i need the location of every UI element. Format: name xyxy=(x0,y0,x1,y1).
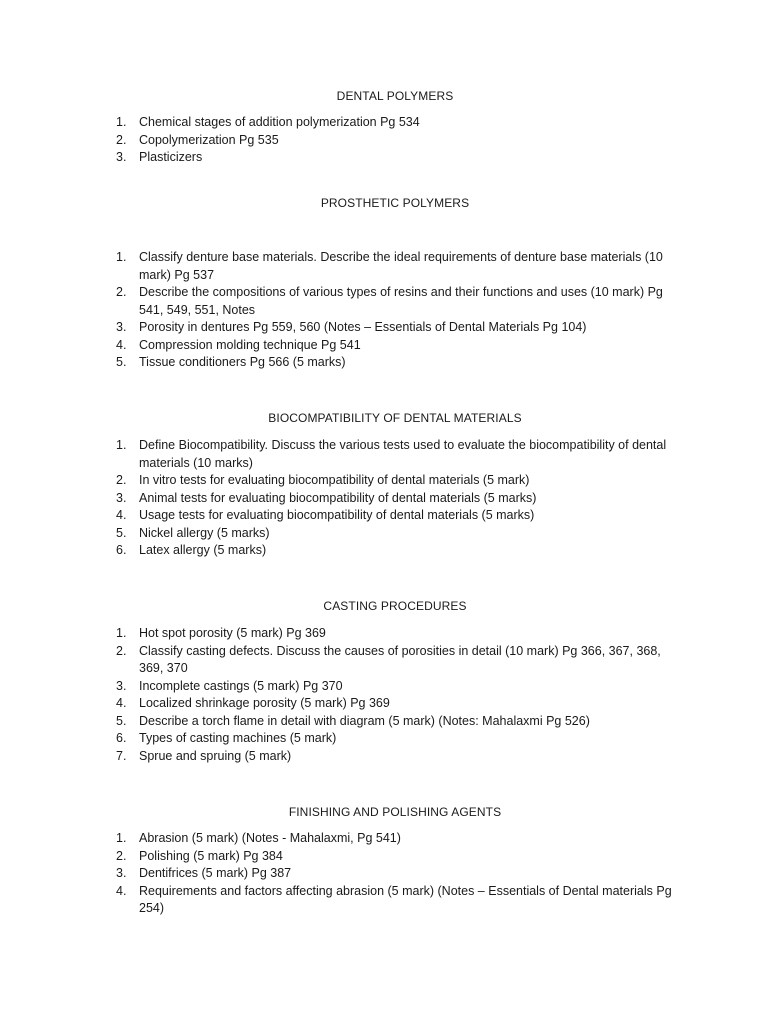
list-item xyxy=(0,249,768,284)
list-item xyxy=(0,132,768,150)
item-number: 2. xyxy=(116,473,127,487)
item-text: Describe the compositions of various types of resins and their functions and uses (10 mark) Pg 541, 549, 551, Notes xyxy=(139,285,663,317)
list-item xyxy=(0,713,768,731)
item-text: Types of casting machines (5 mark) xyxy=(139,731,337,745)
item-number: 5. xyxy=(116,355,127,369)
question-list-biocompatibility xyxy=(0,437,768,560)
section-title-prosthetic-polymers: PROSTHETIC POLYMERS xyxy=(320,196,470,210)
item-text: Sprue and spruing (5 mark) xyxy=(139,748,292,763)
item-text: Porosity in dentures Pg 559, 560 (Notes – Essentials of Dental Materials Pg 104) xyxy=(139,320,587,334)
item-text: Plasticizers xyxy=(139,150,203,164)
item-number: 3. xyxy=(116,866,127,880)
item-number: 3. xyxy=(116,150,127,164)
item-text: Requirements and factors affecting abrasion (5 mark) (Notes – Essentials of Dental materials Pg 254) xyxy=(139,883,672,915)
item-number: 6. xyxy=(116,731,127,745)
list-item xyxy=(0,643,768,678)
item-text: Latex allergy (5 marks) xyxy=(139,543,267,557)
item-text: Animal tests for evaluating biocompatibility of dental materials (5 marks) xyxy=(139,490,537,505)
list-item xyxy=(0,748,768,766)
list-item xyxy=(0,437,768,472)
list-item xyxy=(0,507,768,525)
item-number: 1. xyxy=(116,831,127,845)
section-title-dental-polymers: DENTAL POLYMERS xyxy=(336,89,454,103)
question-list-prosthetic-polymers xyxy=(0,249,768,372)
item-number: 1. xyxy=(116,438,127,452)
item-text: Copolymerization Pg 535 xyxy=(139,132,279,147)
item-text: Classify denture base materials. Describe the ideal requirements of denture base materials (10 mark) Pg 537 xyxy=(139,250,663,282)
question-list-dental-polymers xyxy=(0,114,768,167)
item-text: Abrasion (5 mark) (Notes - Mahalaxmi, Pg 541) xyxy=(139,831,401,845)
list-item xyxy=(0,695,768,713)
item-number: 2. xyxy=(116,848,127,863)
item-number: 4. xyxy=(116,508,127,522)
list-item xyxy=(0,678,768,696)
item-text: In vitro tests for evaluating biocompatibility of dental materials (5 mark) xyxy=(139,473,530,487)
item-number: 4. xyxy=(116,696,127,710)
list-item xyxy=(0,149,768,167)
item-text: Incomplete castings (5 mark) Pg 370 xyxy=(139,678,343,693)
item-text: Localized shrinkage porosity (5 mark) Pg 369 xyxy=(139,696,390,710)
item-number: 1. xyxy=(116,250,127,264)
item-number: 4. xyxy=(116,337,127,352)
list-item xyxy=(0,284,768,319)
list-item xyxy=(0,542,768,560)
item-number: 1. xyxy=(116,626,127,640)
item-number: 3. xyxy=(116,678,127,693)
item-text: Classify casting defects. Discuss the causes of porosities in detail (10 mark) Pg 366, 367, 368, 369, 370 xyxy=(139,643,661,675)
item-text: Define Biocompatibility. Discuss the various tests used to evaluate the biocompatibility of dental materials (10 marks) xyxy=(139,438,667,470)
list-item xyxy=(0,490,768,508)
item-number: 1. xyxy=(116,115,127,129)
list-item xyxy=(0,472,768,490)
item-number: 2. xyxy=(116,285,127,299)
list-item xyxy=(0,337,768,355)
item-text: Chemical stages of addition polymerization Pg 534 xyxy=(139,115,420,129)
item-number: 6. xyxy=(116,543,127,557)
list-item xyxy=(0,730,768,748)
list-item xyxy=(0,525,768,543)
list-item xyxy=(0,354,768,372)
item-text: Describe a torch flame in detail with diagram (5 mark) (Notes: Mahalaxmi Pg 526) xyxy=(139,713,590,728)
section-title-biocompatibility: BIOCOMPATIBILITY OF DENTAL MATERIALS xyxy=(268,411,522,425)
list-item xyxy=(0,865,768,883)
item-number: 3. xyxy=(116,320,127,334)
section-title-finishing-polishing: FINISHING AND POLISHING AGENTS xyxy=(288,805,502,819)
item-text: Usage tests for evaluating biocompatibility of dental materials (5 marks) xyxy=(139,508,535,522)
item-number: 7. xyxy=(116,748,127,763)
list-item xyxy=(0,883,768,918)
item-number: 2. xyxy=(116,132,127,147)
question-list-finishing-polishing xyxy=(0,830,768,918)
item-text: Polishing (5 mark) Pg 384 xyxy=(139,848,283,863)
list-item xyxy=(0,319,768,337)
item-number: 3. xyxy=(116,490,127,505)
item-text: Nickel allergy (5 marks) xyxy=(139,525,270,540)
section-title-casting-procedures: CASTING PROCEDURES xyxy=(323,599,467,613)
item-text: Tissue conditioners Pg 566 (5 marks) xyxy=(139,355,346,369)
item-text: Hot spot porosity (5 mark) Pg 369 xyxy=(139,626,326,640)
item-number: 4. xyxy=(116,883,127,898)
list-item xyxy=(0,848,768,866)
item-number: 2. xyxy=(116,643,127,658)
list-item xyxy=(0,114,768,132)
question-list-casting-procedures xyxy=(0,625,768,765)
list-item xyxy=(0,625,768,643)
list-item xyxy=(0,830,768,848)
item-text: Compression molding technique Pg 541 xyxy=(139,337,361,352)
item-number: 5. xyxy=(116,525,127,540)
item-number: 5. xyxy=(116,713,127,728)
item-text: Dentifrices (5 mark) Pg 387 xyxy=(139,866,292,880)
